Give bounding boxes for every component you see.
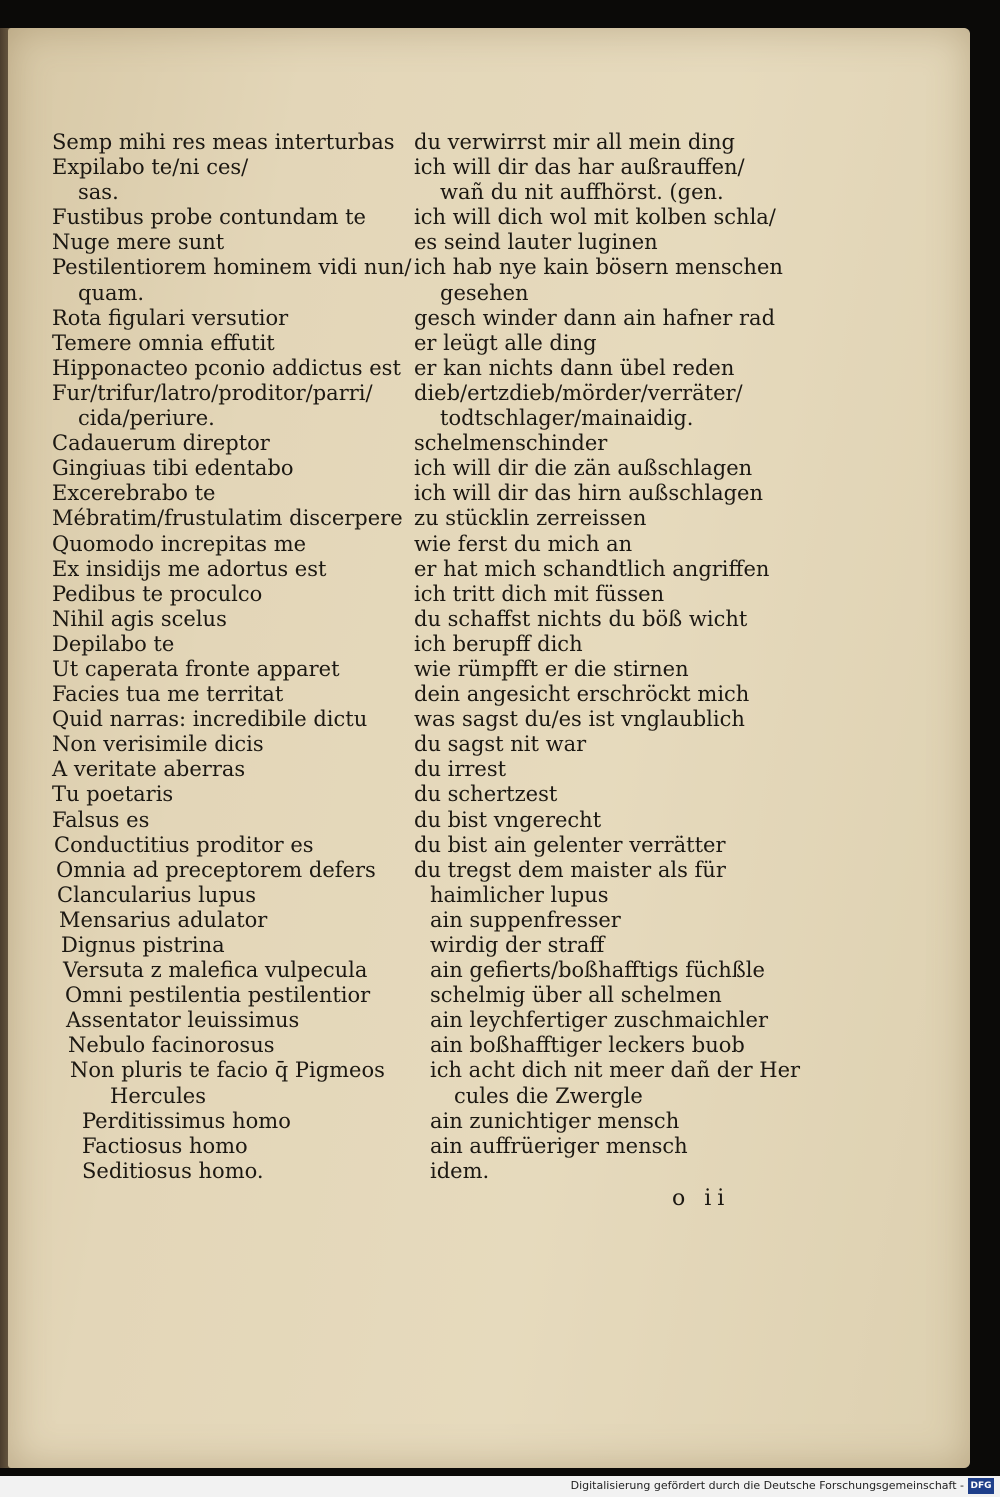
german-phrase: du schaffst nichts du böß wicht <box>414 606 748 631</box>
german-phrase: dein angesicht erschröckt mich <box>414 682 750 707</box>
latin-phrase: Rota figulari versutior <box>52 305 289 330</box>
german-phrase: ain auffrüeriger mensch <box>430 1133 688 1158</box>
latin-phrase: Dignus pistrina <box>61 933 225 957</box>
latin-phrase: Perditissimus homo <box>82 1108 291 1133</box>
german-phrase: idem. <box>430 1158 490 1183</box>
latin-phrase: Assentator leuissimus <box>66 1008 300 1033</box>
latin-phrase: Semp mihi res meas interturbas <box>52 130 395 154</box>
german-phrase: er kan nichts dann übel reden <box>414 355 735 380</box>
german-phrase: ich will dir die zän außschlagen <box>414 456 753 481</box>
german-phrase: ich will dir das har außrauffen/ <box>414 155 745 180</box>
latin-phrase: Seditiosus homo. <box>82 1158 264 1183</box>
latin-phrase: Conductitius proditor es <box>54 832 314 857</box>
latin-phrase: Omni pestilentia pestilentior <box>65 983 371 1008</box>
german-phrase: ich hab nye kain bösern menschen <box>414 255 783 280</box>
latin-phrase: Tu poetaris <box>52 782 174 807</box>
latin-phrase: Pedibus te proculco <box>52 581 263 606</box>
latin-phrase: Expilabo te/ni ces/ <box>52 155 249 180</box>
latin-phrase: Ut caperata fronte apparet <box>52 656 340 681</box>
german-phrase: wie ferst du mich an <box>414 531 633 556</box>
german-phrase: ain boßhafftiger leckers buob <box>430 1033 745 1058</box>
latin-phrase: sas. <box>78 180 119 205</box>
latin-phrase: Mébratim/frustulatim discerpere <box>52 506 403 531</box>
latin-phrase: Non verisimile dicis <box>52 732 264 757</box>
latin-phrase: Versuta z malefica vulpecula <box>63 958 368 983</box>
german-phrase: haimlicher lupus <box>430 882 609 907</box>
latin-phrase: Depilabo te <box>52 631 175 656</box>
german-phrase: schelmig über all schelmen <box>430 983 722 1008</box>
german-phrase: gesehen <box>440 280 529 305</box>
german-phrase: er leügt alle ding <box>414 330 597 355</box>
latin-phrase: Quid narras: incredibile dictu <box>52 707 368 732</box>
latin-phrase: Omnia ad preceptorem defers <box>56 857 376 882</box>
latin-phrase: Gingiuas tibi edentabo <box>52 456 294 481</box>
german-phrase: ain zunichtiger mensch <box>430 1108 680 1133</box>
german-column <box>414 130 801 1184</box>
latin-phrase: Factiosus homo <box>82 1133 248 1158</box>
signature-mark: o ii <box>672 1186 731 1211</box>
latin-phrase: Pestilentiorem hominem vidi nun/ <box>52 255 412 280</box>
german-phrase: zu stücklin zerreissen <box>414 506 647 531</box>
latin-phrase: Ex insidijs me adortus est <box>52 556 327 581</box>
german-phrase: ich will dir das hirn außschlagen <box>414 481 764 506</box>
german-phrase: ich will dich wol mit kolben schla/ <box>414 205 776 230</box>
latin-phrase: Quomodo increpitas me <box>52 531 307 556</box>
german-phrase: wie rümpfft er die stirnen <box>414 656 689 681</box>
german-phrase: gesch winder dann ain hafner rad <box>414 305 776 330</box>
latin-phrase: A veritate aberras <box>52 757 246 782</box>
german-phrase: du verwirrst mir all mein ding <box>414 130 735 154</box>
latin-phrase: Nebulo facinorosus <box>68 1033 275 1058</box>
latin-phrase: quam. <box>78 280 145 305</box>
latin-phrase: Nihil agis scelus <box>52 606 227 631</box>
german-phrase: wirdig der straff <box>430 933 605 957</box>
latin-phrase: Clancularius lupus <box>57 882 257 907</box>
german-phrase: dieb/ertzdieb/mörder/verräter/ <box>414 380 743 405</box>
latin-column <box>52 130 412 1184</box>
latin-phrase: Falsus es <box>52 807 150 832</box>
latin-phrase: Non pluris te facio q̄ Pigmeos <box>70 1058 385 1083</box>
german-phrase: ich acht dich nit meer dañ der Her <box>430 1058 801 1083</box>
dfg-logo-icon: DFG <box>968 1478 994 1494</box>
latin-phrase: Facies tua me territat <box>52 682 284 707</box>
german-phrase: ain leychfertiger zuschmaichler <box>430 1008 768 1033</box>
german-phrase: du schertzest <box>414 782 558 807</box>
german-phrase: du bist vngerecht <box>414 807 602 832</box>
german-phrase: ich berupff dich <box>414 631 583 656</box>
german-phrase: ain gefierts/boßhafftigs füchßle <box>430 958 765 983</box>
german-phrase: du sagst nit war <box>414 732 587 757</box>
latin-phrase: Excerebrabo te <box>52 481 216 506</box>
latin-phrase: Mensarius adulator <box>59 907 268 932</box>
german-phrase: er hat mich schandtlich angriffen <box>414 556 770 581</box>
latin-phrase: Nuge mere sunt <box>52 230 225 255</box>
german-phrase: du bist ain gelenter verrätter <box>414 832 726 857</box>
german-phrase: es seind lauter luginen <box>414 230 658 255</box>
german-phrase: was sagst du/es ist vnglaublich <box>414 707 745 732</box>
latin-phrase: Cadauerum direptor <box>52 431 270 456</box>
footer-credit: Digitalisierung gefördert durch die Deutsche Forschungsgemeinschaft - <box>570 1479 964 1492</box>
latin-phrase: Hipponacteo pconio addictus est <box>52 355 401 380</box>
german-phrase: du irrest <box>414 757 507 782</box>
german-phrase: wañ du nit auffhörst. (gen. <box>440 180 724 205</box>
german-phrase: ich tritt dich mit füssen <box>414 581 665 606</box>
latin-phrase: Fur/trifur/latro/proditor/parri/ <box>52 380 373 405</box>
latin-phrase: cida/periure. <box>78 406 215 431</box>
german-phrase: du tregst dem maister als für <box>414 857 726 882</box>
german-phrase: schelmenschinder <box>414 431 608 456</box>
german-phrase: ain suppenfresser <box>430 907 621 932</box>
latin-phrase: Fustibus probe contundam te <box>52 205 366 230</box>
german-phrase: cules die Zwergle <box>454 1083 643 1108</box>
latin-phrase: Temere omnia effutit <box>52 330 275 355</box>
digitization-footer <box>0 1476 1000 1497</box>
german-phrase: todtschlager/mainaidig. <box>440 406 694 431</box>
latin-phrase: Hercules <box>110 1083 206 1108</box>
